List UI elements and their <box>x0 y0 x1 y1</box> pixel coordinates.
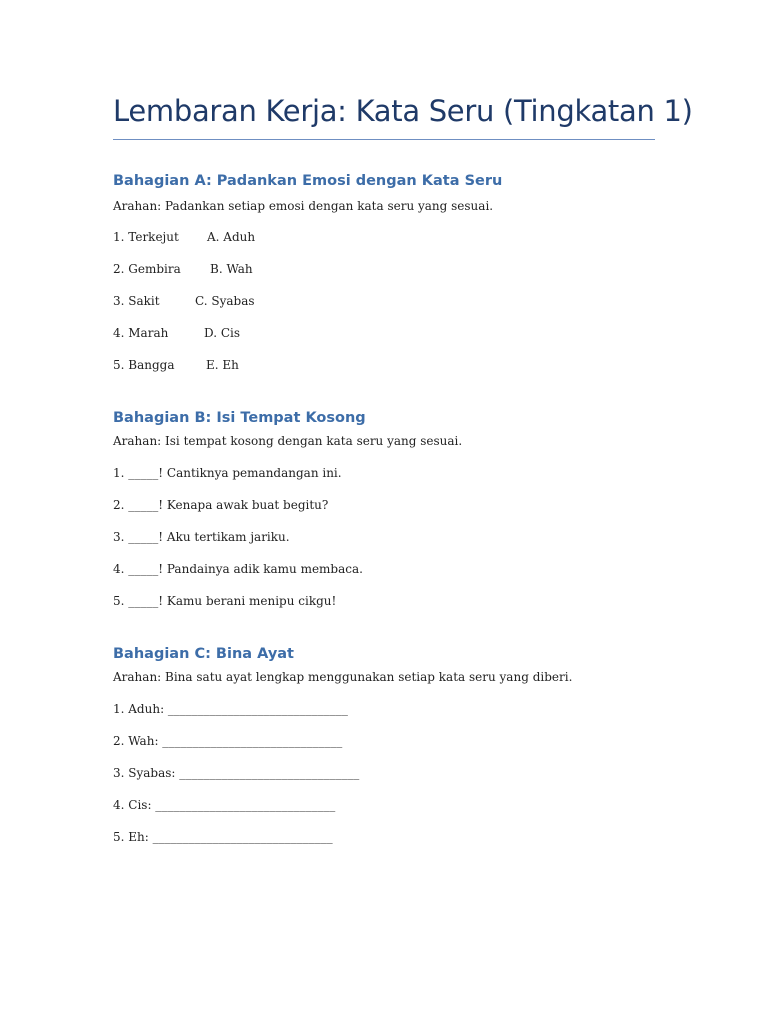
page-title: Lembaran Kerja: Kata Seru (Tingkatan 1) <box>113 94 693 128</box>
fill-blank-item: 2. _____! Kenapa awak buat begitu? <box>113 498 329 512</box>
sentence-item: 1. Aduh: ______________________________ <box>113 702 348 716</box>
section-b-instruction: Arahan: Isi tempat kosong dengan kata seru yang sesuai. <box>113 434 463 448</box>
section-b-heading: Bahagian B: Isi Tempat Kosong <box>113 410 366 426</box>
exclamation-option: D. Cis <box>204 326 240 340</box>
sentence-item: 4. Cis: ______________________________ <box>113 798 336 812</box>
emotion-item: 3. Sakit <box>113 294 160 308</box>
section-a-heading: Bahagian A: Padankan Emosi dengan Kata Seru <box>113 173 503 189</box>
worksheet-page <box>113 0 693 1024</box>
sentence-item: 5. Eh: ______________________________ <box>113 830 333 844</box>
exclamation-option: E. Eh <box>206 358 239 372</box>
exclamation-option: B. Wah <box>210 262 253 276</box>
match-row <box>113 294 413 312</box>
exclamation-option: C. Syabas <box>195 294 255 308</box>
exclamation-option: A. Aduh <box>207 230 256 244</box>
section-a-instruction: Arahan: Padankan setiap emosi dengan kata seru yang sesuai. <box>113 199 494 213</box>
emotion-item: 4. Marah <box>113 326 169 340</box>
sentence-item: 3. Syabas: ______________________________ <box>113 766 360 780</box>
match-row <box>113 230 413 248</box>
fill-blank-item: 3. _____! Aku tertikam jariku. <box>113 530 290 544</box>
section-c-instruction: Arahan: Bina satu ayat lengkap menggunakan setiap kata seru yang diberi. <box>113 670 573 684</box>
match-row <box>113 326 413 344</box>
emotion-item: 5. Bangga <box>113 358 175 372</box>
section-c-heading: Bahagian C: Bina Ayat <box>113 646 294 662</box>
match-row <box>113 262 413 280</box>
fill-blank-item: 4. _____! Pandainya adik kamu membaca. <box>113 562 363 576</box>
fill-blank-item: 1. _____! Cantiknya pemandangan ini. <box>113 466 342 480</box>
title-underline <box>113 139 655 140</box>
sentence-item: 2. Wah: ______________________________ <box>113 734 343 748</box>
emotion-item: 2. Gembira <box>113 262 181 276</box>
emotion-item: 1. Terkejut <box>113 230 179 244</box>
fill-blank-item: 5. _____! Kamu berani menipu cikgu! <box>113 594 337 608</box>
match-row <box>113 358 413 376</box>
